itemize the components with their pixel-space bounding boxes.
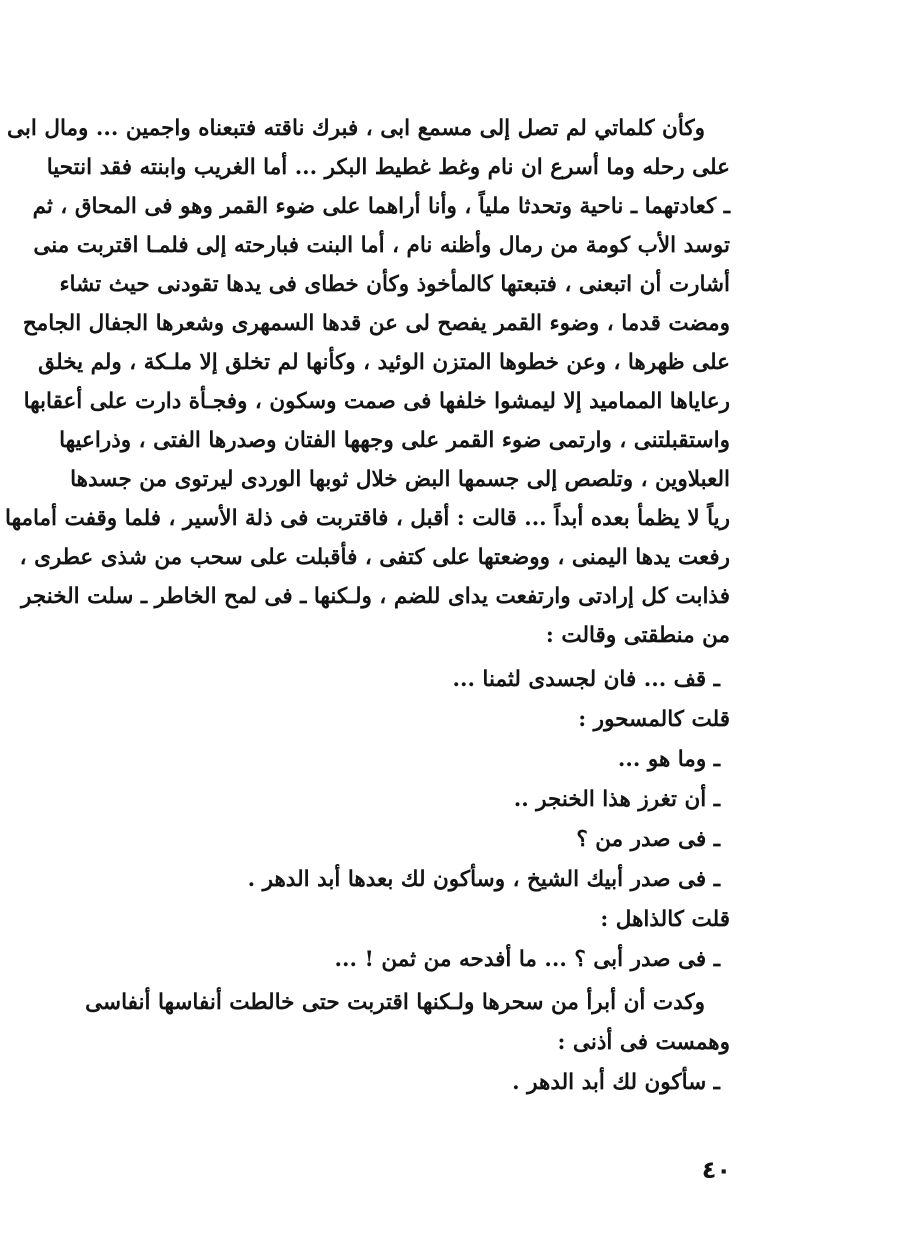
dialogue-line: ـ فى صدر أبيك الشيخ ، وسأكون لك بعدها أبد الدهر . [247, 867, 720, 892]
dialogue-line: قلت كالذاهل : [600, 907, 730, 932]
text-line: توسد الأب كومة من رمال وأظنه نام ، أما البنت فبارحته إلى فلمـا اقتربت منى [33, 233, 730, 258]
text-line: على ظهرها ، وعن خطوها المتزن الوئيد ، وكأنها لم تخلق إلا ملـكة ، ولم يخلق [38, 350, 730, 375]
text-line: العبلاوين ، وتلصص إلى جسمها البض خلال ثوبها الوردى ليرتوى من جسدها [70, 467, 730, 492]
text-line: ومضت قدما ، وضوء القمر يفصح لى عن قدها السمهرى وشعرها الجفال الجامح [22, 311, 730, 336]
dialogue-line: قلت كالمسحور : [578, 707, 730, 732]
text-line: أشارت أن اتبعنى ، فتبعتها كالمأخوذ وكأن خطاى فى يدها تقودنى حيث تشاء [59, 272, 730, 297]
text-line: رفعت يدها اليمنى ، ووضعتها على كتفى ، فأقبلت على سحب من شذى عطرى ، [19, 545, 730, 570]
text-line: واستقبلتنى ، وارتمى ضوء القمر على وجهها الفتان وصدرها الفتى ، وذراعيها [59, 428, 730, 453]
text-line: وهمست فى أذنى : [557, 1030, 730, 1055]
dialogue-line: ـ فى صدر من ؟ [576, 827, 720, 852]
text-line: رعاياها المماميد إلا ليمشوا خلفها فى صمت وسكون ، وفجـأة دارت على أعقابها [23, 389, 730, 414]
dialogue-line: ـ فى صدر أبى ؟ ... ما أفدحه من ثمن ! ... [334, 947, 720, 972]
dialogue-line: ـ وما هو ... [617, 747, 720, 772]
page-number: ٤٠ [701, 1156, 731, 1184]
text-line: وكأن كلماتي لم تصل إلى مسمع ابى ، فبرك ناقته فتبعناه واجمين ... ومال ابى [6, 116, 705, 141]
text-line: على رحله وما أسرع ان نام وغط غطيط البكر ... أما الغريب وابنته فقد انتحيا [46, 155, 730, 180]
text-line: فذابت كل إرادتى وارتفعت يداى للضم ، ولـكنها ـ فى لمح الخاطر ـ سلت الخنجر [21, 584, 730, 609]
text-line: ـ كعادتهما ـ ناحية وتحدثا ملياً ، وأنا أراهما على ضوء القمر وهو فى المحاق ، ثم [32, 194, 730, 219]
text-line: من منطقتى وقالت : [545, 623, 730, 648]
dialogue-line: ـ قف ... فان لجسدى لثمنا ... [452, 667, 720, 692]
text-line: رياً لا يظمأ بعده أبداً ... قالت : أقبل ، فاقتربت فى ذلة الأسير ، فلما وقفت أمامها [5, 506, 730, 531]
text-line: وكدت أن أبرأ من سحرها ولـكنها اقتربت حتى خالطت أنفاسها أنفاسى [85, 990, 705, 1015]
closing-line: ـ سأكون لك أبد الدهر . [512, 1070, 720, 1095]
dialogue-line: ـ أن تغرز هذا الخنجر .. [513, 787, 720, 812]
